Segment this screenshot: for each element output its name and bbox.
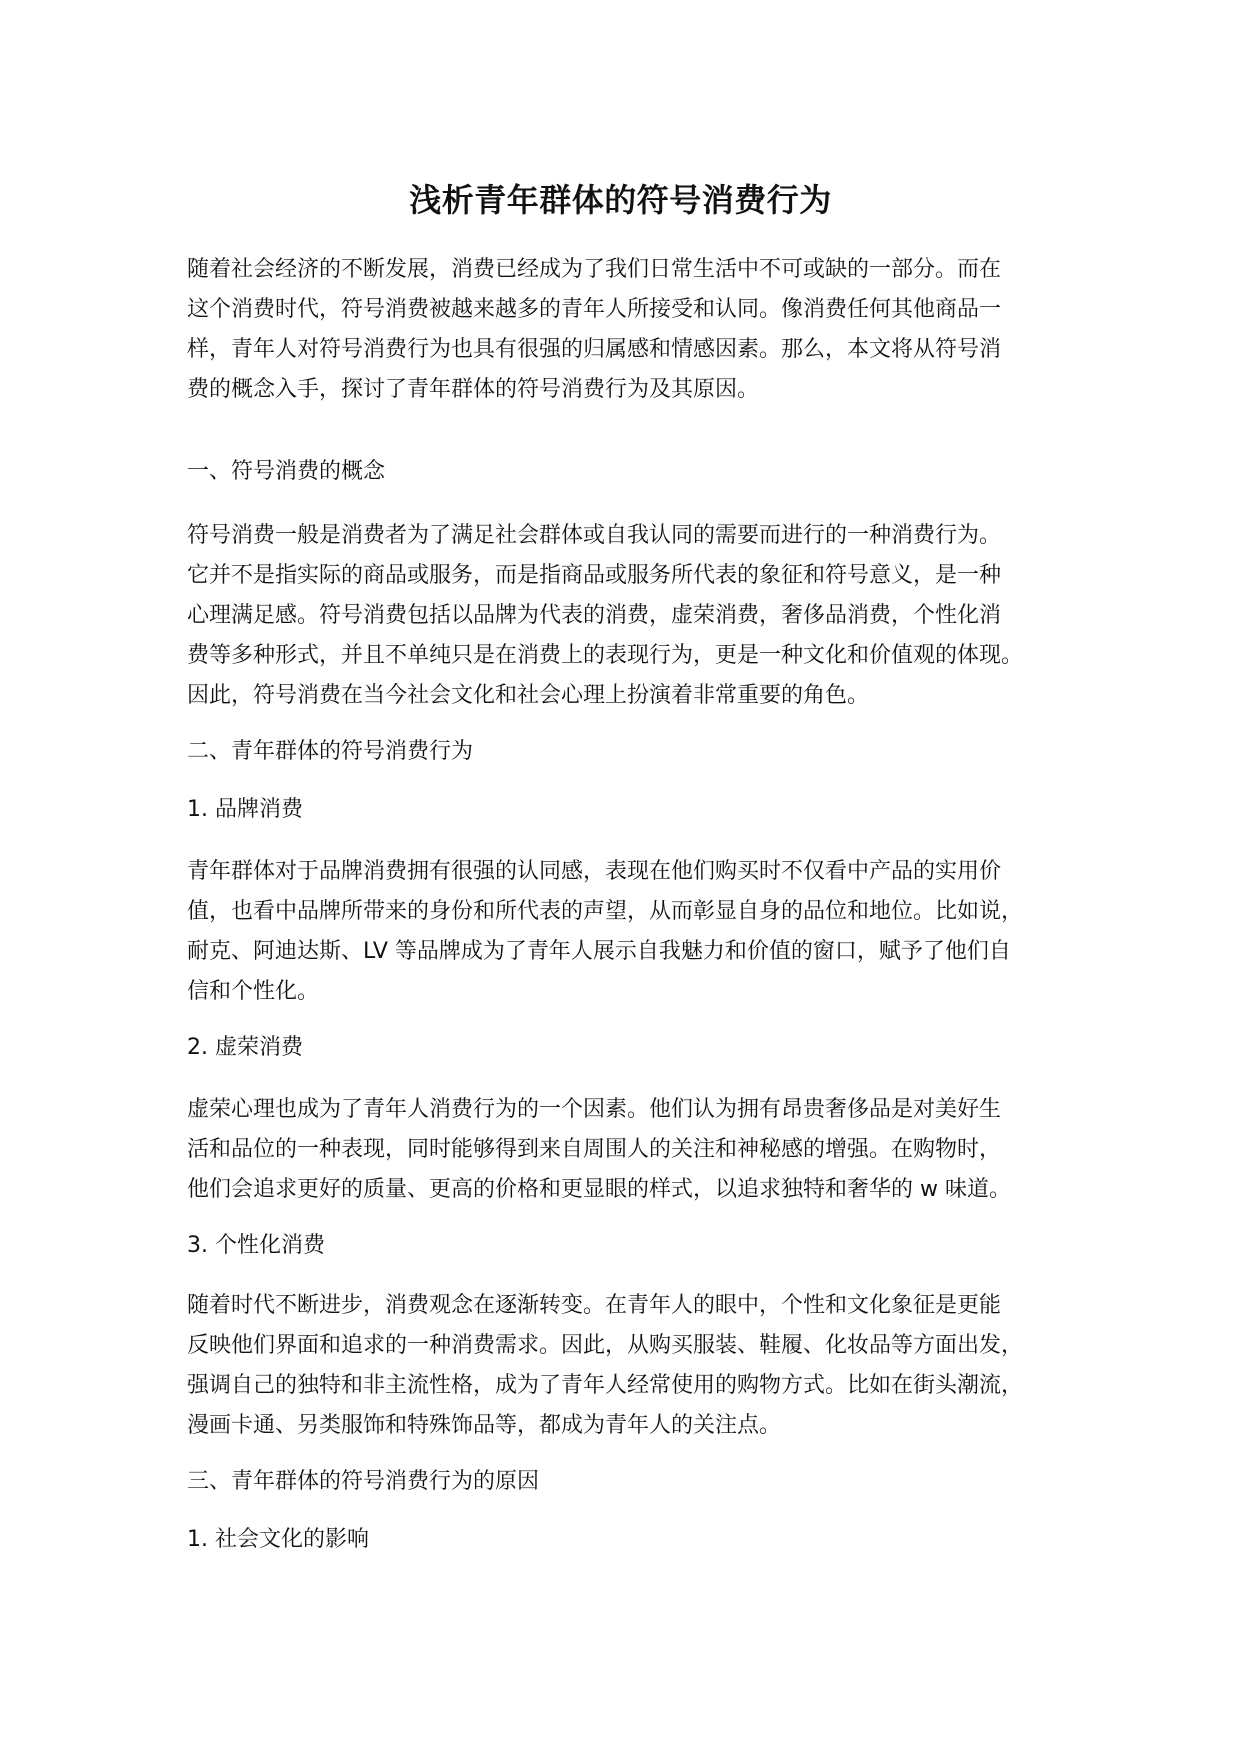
- paragraph-line: 强调自己的独特和非主流性格，成为了青年人经常使用的购物方式。比如在街头潮流，: [187, 1373, 1024, 1398]
- personalized-paragraph: [187, 1286, 1023, 1446]
- paragraph-line: 他们会追求更好的质量、更高的价格和更显眼的样式，以追求独特和奢华的 w 味道。: [187, 1177, 1011, 1202]
- paragraph-line: 值，也看中品牌所带来的身份和所代表的声望，从而彰显自身的品位和地位。比如说，: [187, 899, 1024, 924]
- paragraph-line: 虚荣心理也成为了青年人消费行为的一个因素。他们认为拥有昂贵奢侈品是对美好生: [187, 1097, 1002, 1122]
- section-heading-3: 三、青年群体的符号消费行为的原因: [187, 1469, 540, 1494]
- brand-paragraph: [187, 852, 1023, 1012]
- paragraph-line: 信和个性化。: [187, 979, 320, 1004]
- paragraph-line: 随着时代不断进步，消费观念在逐渐转变。在青年人的眼中，个性和文化象征是更能: [187, 1293, 1002, 1318]
- intro-paragraph: [187, 250, 1001, 410]
- paragraph-line: 随着社会经济的不断发展，消费已经成为了我们日常生活中不可或缺的一部分。而在: [187, 257, 1002, 282]
- paragraph-line: 心理满足感。符号消费包括以品牌为代表的消费，虚荣消费，奢侈品消费，个性化消: [187, 603, 1002, 628]
- vanity-paragraph: [187, 1090, 1011, 1210]
- subheading-social-culture: 1. 社会文化的影响: [187, 1527, 369, 1552]
- paragraph-line: 它并不是指实际的商品或服务，而是指商品或服务所代表的象征和符号意义，是一种: [187, 563, 1002, 588]
- paragraph-line: 符号消费一般是消费者为了满足社会群体或自我认同的需要而进行的一种消费行为。: [187, 523, 1002, 548]
- document-title: 浅析青年群体的符号消费行为: [409, 181, 832, 219]
- paragraph-line: 漫画卡通、另类服饰和特殊饰品等，都成为青年人的关注点。: [187, 1413, 782, 1438]
- subheading-vanity: 2. 虚荣消费: [187, 1035, 303, 1060]
- subheading-personalized: 3. 个性化消费: [187, 1233, 325, 1258]
- paragraph-line: 费等多种形式，并且不单纯只是在消费上的表现行为，更是一种文化和价值观的体现。: [187, 643, 1024, 668]
- paragraph-line: 青年群体对于品牌消费拥有很强的认同感，表现在他们购买时不仅看中产品的实用价: [187, 859, 1002, 884]
- paragraph-line: 耐克、阿迪达斯、LV 等品牌成为了青年人展示自我魅力和价值的窗口，赋予了他们自: [187, 939, 1011, 964]
- subheading-brand: 1. 品牌消费: [187, 797, 303, 822]
- paragraph-line: 反映他们界面和追求的一种消费需求。因此，从购买服装、鞋履、化妆品等方面出发，: [187, 1333, 1024, 1358]
- paragraph-line: 费的概念入手，探讨了青年群体的符号消费行为及其原因。: [187, 377, 760, 402]
- paragraph-line: 因此，符号消费在当今社会文化和社会心理上扮演着非常重要的角色。: [187, 683, 870, 708]
- section-heading-1: 一、符号消费的概念: [187, 459, 386, 484]
- section-heading-2: 二、青年群体的符号消费行为: [187, 739, 474, 764]
- paragraph-line: 这个消费时代，符号消费被越来越多的青年人所接受和认同。像消费任何其他商品一: [187, 297, 1002, 322]
- paragraph-line: 样，青年人对符号消费行为也具有很强的归属感和情感因素。那么，本文将从符号消: [187, 337, 1002, 362]
- concept-paragraph: [187, 516, 1023, 716]
- paragraph-line: 活和品位的一种表现，同时能够得到来自周围人的关注和神秘感的增强。在购物时，: [187, 1137, 1002, 1162]
